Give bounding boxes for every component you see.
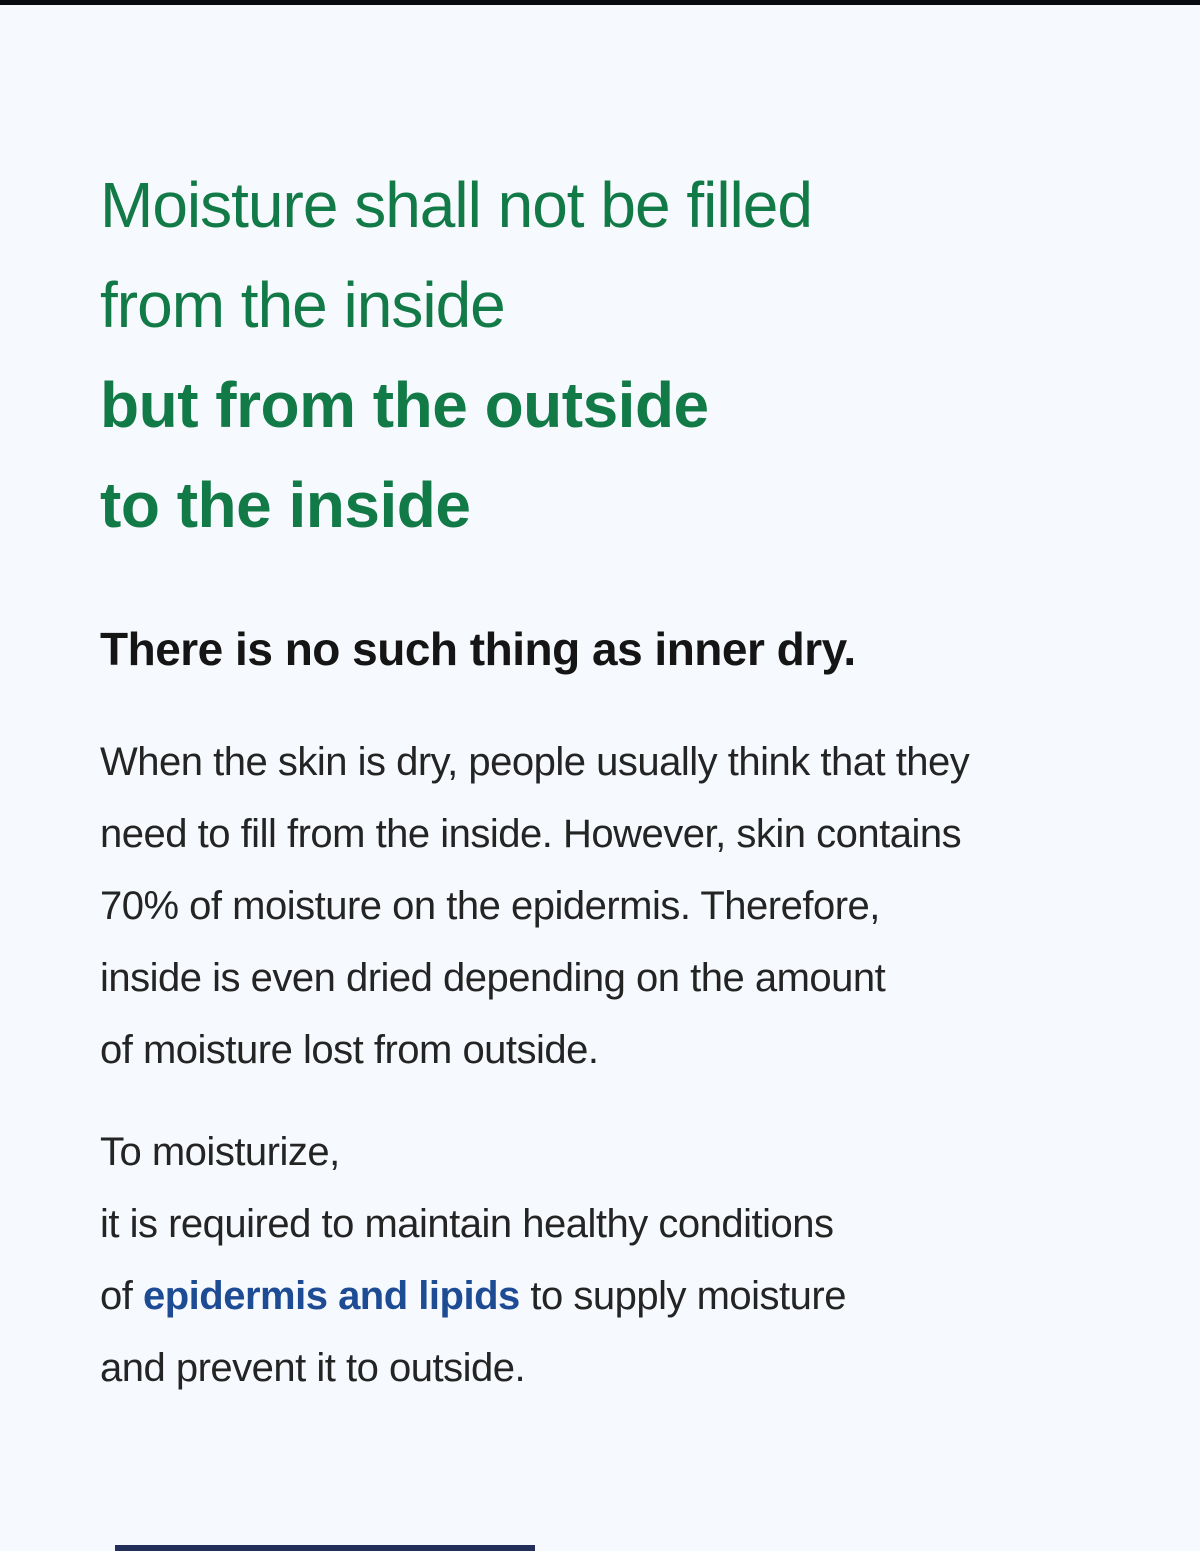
paragraph-2-line-1: To moisturize, (100, 1130, 340, 1174)
section-heading: There is no such thing as inner dry. (100, 623, 856, 675)
hero-heading (100, 155, 1200, 555)
paragraph-2-line-4: and prevent it to outside. (100, 1346, 526, 1390)
highlight-epidermis-and-lipids: epidermis and lipids (142, 1274, 520, 1318)
paragraph-1-line-1: When the skin is dry, people usually think that they (100, 740, 970, 784)
hero-line-4: to the inside (100, 469, 471, 541)
content-area (0, 5, 1200, 1404)
paragraph-2-line-3-suffix: to supply moisture (519, 1274, 846, 1318)
paragraph-2 (100, 1116, 1200, 1404)
paragraph-1-line-4: inside is even dried depending on the amount (100, 956, 886, 1000)
paragraph-2-line-3 (100, 1260, 1200, 1332)
paragraph-2-line-2: it is required to maintain healthy conditions (100, 1202, 834, 1246)
hero-line-2: from the inside (100, 269, 505, 341)
hero-line-1: Moisture shall not be filled (100, 169, 812, 241)
paragraph-1-line-2: need to fill from the inside. However, skin contains (100, 812, 962, 856)
paragraph-1-line-5: of moisture lost from outside. (100, 1028, 599, 1072)
paragraph-1-line-3: 70% of moisture on the epidermis. Therefore, (100, 884, 880, 928)
bottom-divider-bar (115, 1545, 535, 1551)
paragraph-1 (100, 726, 1200, 1086)
hero-line-3: but from the outside (100, 369, 709, 441)
paragraph-2-line-3-prefix: of (100, 1274, 143, 1318)
